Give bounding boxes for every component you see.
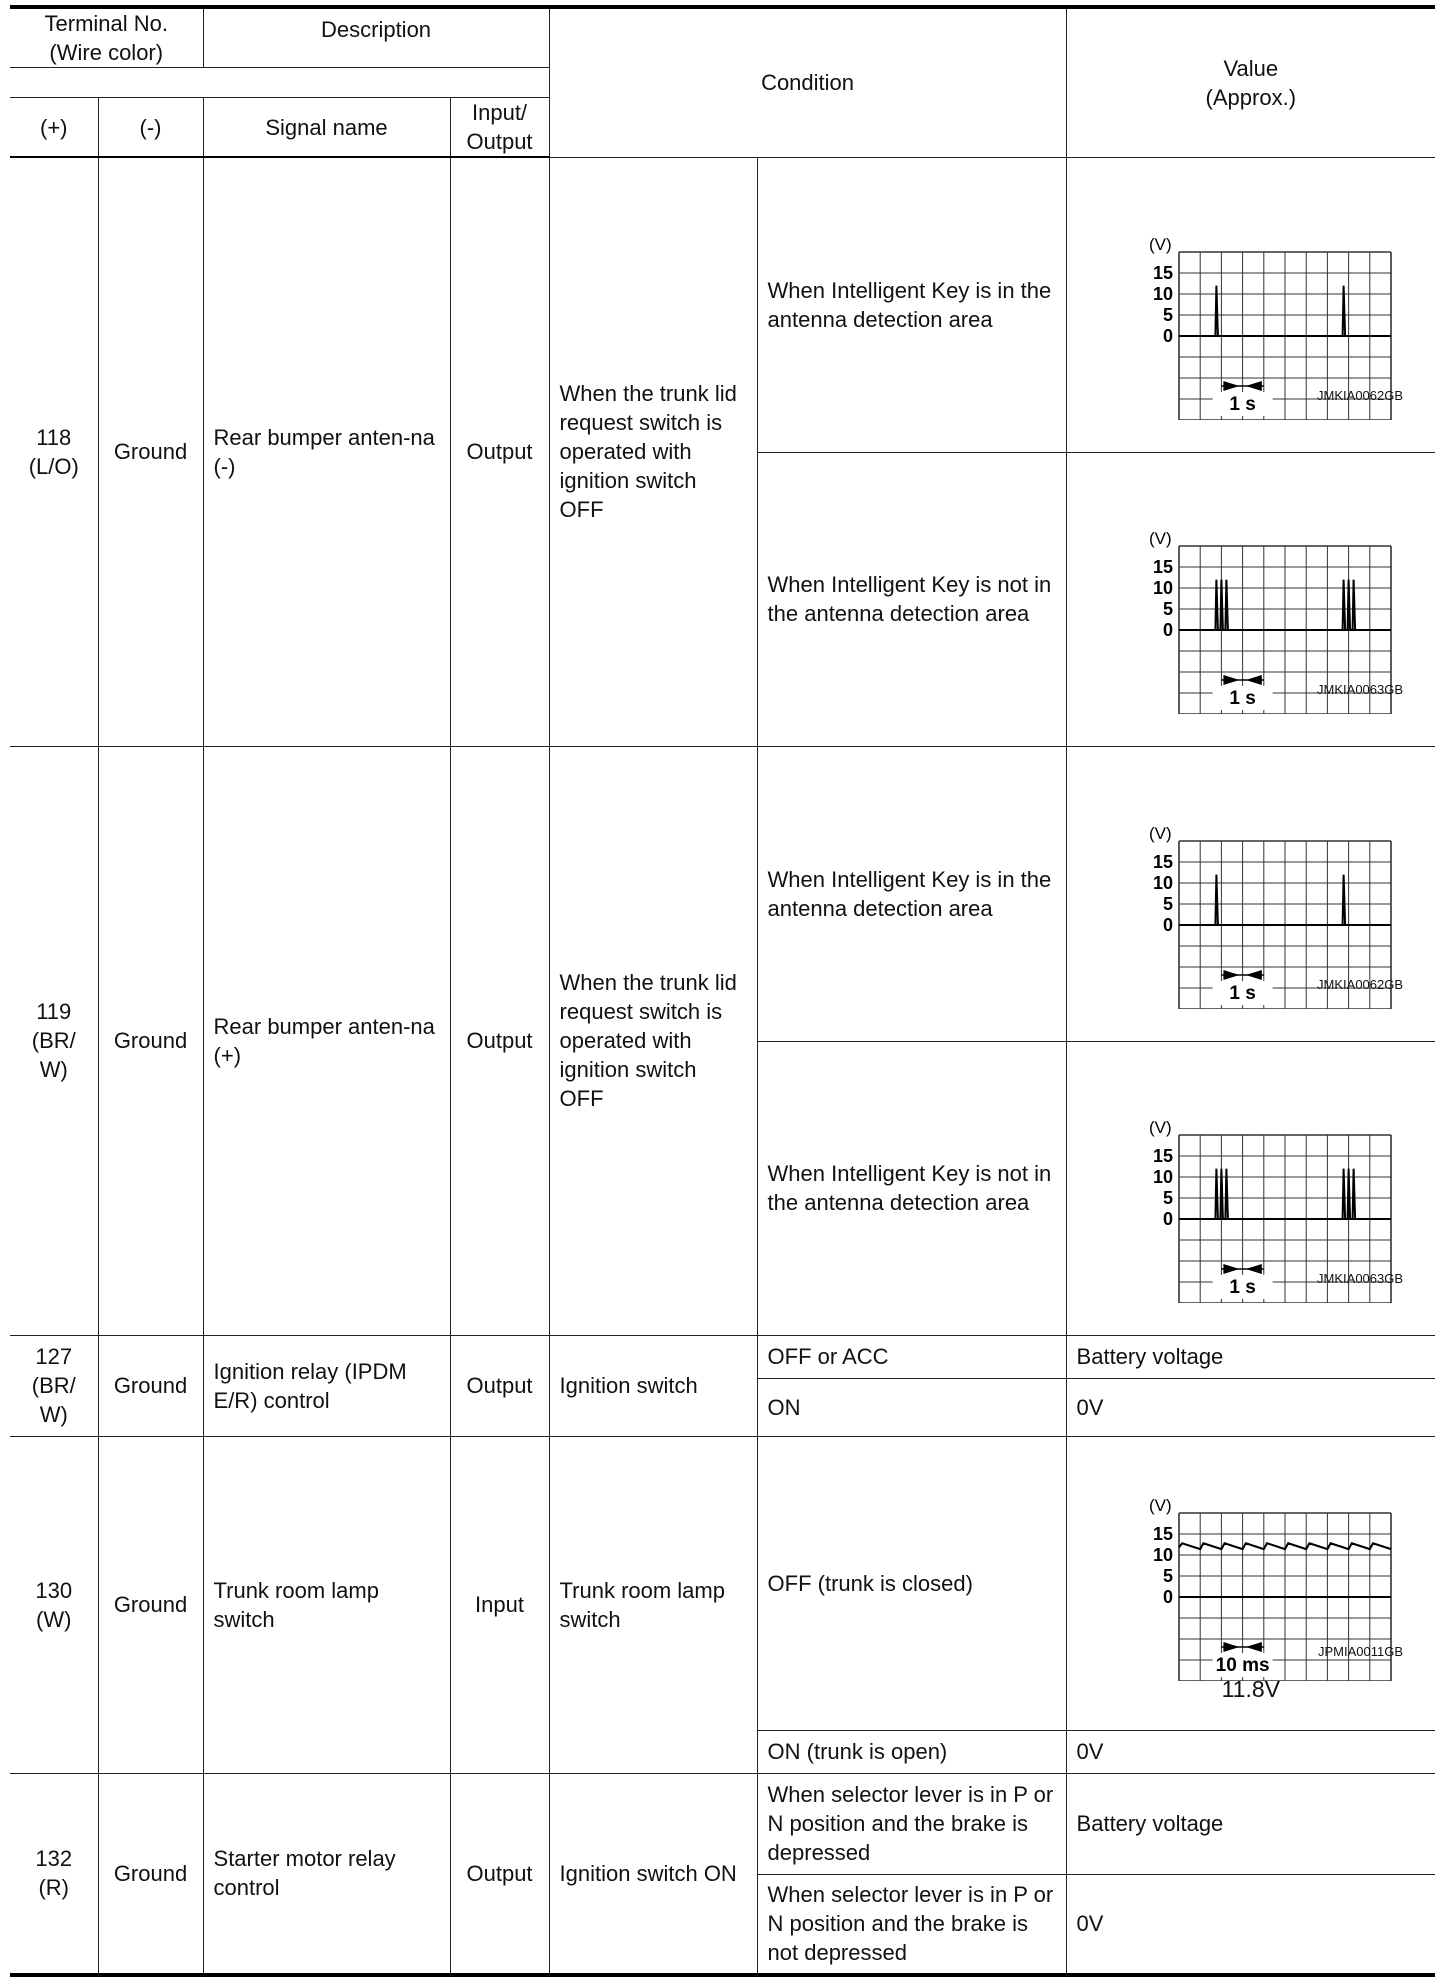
signal-pulse [1225,580,1228,630]
value-cell: 0V [1066,1730,1435,1773]
table-header [10,7,1435,157]
wire-color: (BR/ [31,1373,76,1398]
signal-pulse [1342,874,1345,924]
y-tick-label: 5 [1162,1565,1173,1586]
y-tick-label: 15 [1152,851,1173,872]
signal-pulse [1342,580,1345,630]
y-tick-label: 0 [1162,1586,1173,1607]
sub-condition-cell: When Intelligent Key is not in the antenna detection area [757,1041,1066,1335]
sub-condition-cell: ON [757,1378,1066,1436]
figure-code: JMKIA0063GB [1317,1270,1404,1286]
y-tick-label: 0 [1162,325,1173,346]
value-cell: 0V [1066,1378,1435,1436]
io-cell: Output [450,746,549,1335]
wire-color-label: (Wire color) [49,40,164,65]
table-row [10,157,1435,452]
io-cell: Input [450,1436,549,1773]
sub-condition-cell: When Intelligent Key is in the antenna detection area [757,157,1066,452]
condition-cell: Trunk room lamp switch [549,1436,757,1773]
description-header: Description [203,7,549,68]
y-unit-label: (V) [1148,823,1172,843]
wire-color-cont: W) [39,1057,68,1082]
terminal-number: 119 [36,999,72,1024]
wire-color: (BR/ [31,1028,76,1053]
signal-pulse [1215,285,1218,335]
waveform-cell [1066,1436,1435,1730]
condition-cell: Ignition switch ON [549,1773,757,1975]
signal-name-cell: Rear bumper anten-na (-) [203,157,450,746]
terminal-minus-cell: Ground [98,157,203,746]
terminal-plus-cell [10,746,98,1335]
y-tick-label: 10 [1152,578,1173,598]
value-cell: Battery voltage [1066,1773,1435,1874]
plus-header: (+) [10,98,98,158]
y-tick-label: 5 [1162,1188,1173,1208]
y-tick-label: 5 [1162,599,1173,619]
y-tick-label: 0 [1162,1209,1173,1229]
signal-pulse [1215,1169,1218,1219]
value-label: Value [1223,55,1279,81]
sub-condition-cell: OFF (trunk is closed) [757,1436,1066,1730]
time-label: 10 ms [1215,1654,1270,1676]
y-unit-label: (V) [1148,529,1172,548]
time-label: 1 s [1229,688,1256,709]
terminal-number: 130 [35,1577,73,1603]
signal-name-cell: Rear bumper anten-na (+) [203,746,450,1335]
y-tick-label: 15 [1152,1523,1173,1544]
y-tick-label: 10 [1152,1167,1173,1187]
y-tick-label: 15 [1152,1146,1173,1166]
terminal-value-table [10,5,1435,1977]
value-header [1066,7,1435,157]
measured-value: 11.8V [1221,1675,1280,1702]
signal-pulse [1225,1169,1228,1219]
terminal-no-label: Terminal No. [44,11,168,36]
terminal-minus-cell: Ground [98,1773,203,1975]
y-unit-label: (V) [1148,1118,1172,1137]
io-header [450,98,549,158]
signal-pulse [1352,580,1355,630]
waveform-cell [1066,157,1435,452]
terminal-minus-cell: Ground [98,746,203,1335]
y-tick-label: 10 [1152,872,1173,893]
y-unit-label: (V) [1148,1495,1172,1515]
time-arrow-right [1223,1264,1239,1274]
y-unit-label: (V) [1148,234,1172,254]
condition-cell: When the trunk lid request switch is operated with ignition switch OFF [549,157,757,746]
signal-name-header: Signal name [203,98,450,158]
minus-header: (-) [98,98,203,158]
table-row [10,746,1435,1041]
time-label: 1 s [1229,982,1256,1004]
terminal-plus-cell [10,1436,98,1773]
signal-pulse [1215,580,1218,630]
signal-pulse [1215,874,1218,924]
table-row [10,1335,1435,1378]
io-cell: Output [450,1773,549,1975]
sub-condition-cell: OFF or ACC [757,1335,1066,1378]
time-arrow-left [1246,1264,1262,1274]
signal-pulse [1342,285,1345,335]
y-tick-label: 15 [1152,557,1173,577]
terminal-no-header [10,7,203,68]
time-arrow-right [1223,970,1239,980]
figure-code: JPMIA0011GB [1318,1643,1404,1659]
sub-condition-cell: When Intelligent Key is not in the antenna detection area [757,452,1066,746]
signal-name-cell: Starter motor relay control [203,1773,450,1975]
y-tick-label: 15 [1152,262,1173,283]
time-arrow-left [1246,1642,1262,1652]
terminal-number: 118 [36,424,72,450]
signal-pulse [1342,1169,1345,1219]
signal-pulse [1352,1169,1355,1219]
figure-code: JMKIA0062GB [1317,387,1404,403]
condition-header: Condition [549,7,1066,157]
io-cell: Output [450,157,549,746]
io-cell: Output [450,1335,549,1436]
terminal-plus-cell [10,157,98,746]
value-cell: 0V [1066,1874,1435,1975]
sub-condition-cell: When selector lever is in P or N position and the brake is not depressed [757,1874,1066,1975]
time-arrow-right [1223,675,1239,685]
time-arrow-left [1246,381,1262,391]
waveform-cell [1066,452,1435,746]
table-row [10,1436,1435,1730]
time-arrow-right [1223,1642,1239,1652]
condition-cell: When the trunk lid request switch is operated with ignition switch OFF [549,746,757,1335]
io-label-1: Input/ [472,100,528,125]
waveform-cell [1066,746,1435,1041]
signal-name-cell: Ignition relay (IPDM E/R) control [203,1335,450,1436]
terminal-number: 132 [35,1846,73,1872]
terminal-number: 127 [35,1344,73,1369]
y-tick-label: 5 [1162,893,1173,914]
condition-cell: Ignition switch [549,1335,757,1436]
sub-condition-cell: When Intelligent Key is in the antenna detection area [757,746,1066,1041]
sub-condition-cell: ON (trunk is open) [757,1730,1066,1773]
time-label: 1 s [1229,1277,1256,1298]
value-cell: Battery voltage [1066,1335,1435,1378]
wire-color: (W) [36,1606,72,1632]
y-tick-label: 10 [1152,1544,1173,1565]
y-tick-label: 5 [1162,304,1173,325]
time-arrow-left [1246,675,1262,685]
approx-label: (Approx.) [1205,84,1297,110]
time-arrow-right [1223,381,1239,391]
terminal-minus-cell: Ground [98,1436,203,1773]
table-row [10,1773,1435,1874]
wire-color: (L/O) [28,453,79,479]
y-tick-label: 0 [1162,914,1173,935]
terminal-minus-cell: Ground [98,1335,203,1436]
wire-color: (R) [38,1875,70,1901]
terminal-plus-cell [10,1335,98,1436]
figure-code: JMKIA0062GB [1317,976,1404,992]
figure-code: JMKIA0063GB [1317,681,1404,697]
time-arrow-left [1246,970,1262,980]
terminal-plus-cell [10,1773,98,1975]
y-tick-label: 10 [1152,283,1173,304]
y-tick-label: 0 [1162,620,1173,640]
wire-color-cont: W) [39,1402,68,1427]
signal-name-cell: Trunk room lamp switch [203,1436,450,1773]
waveform-cell [1066,1041,1435,1335]
time-label: 1 s [1229,393,1256,415]
io-label-2: Output [466,129,533,154]
sub-condition-cell: When selector lever is in P or N position and the brake is depressed [757,1773,1066,1874]
